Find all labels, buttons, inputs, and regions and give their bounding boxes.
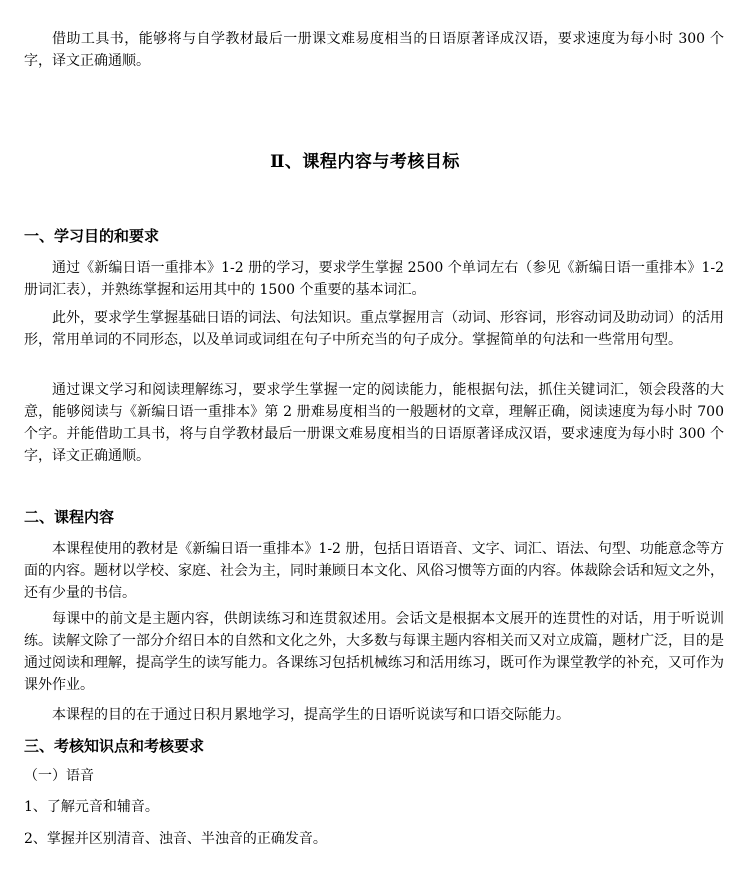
requirements-paragraph-1: 通过《新编日语一重排本》1-2 册的学习，要求学生掌握 2500 个单词左右（参见《新编日语一重排本》1-2 册词汇表），并熟练掌握和运用其中的 1500 个重要的基本词汇。: [24, 260, 724, 298]
section-heading-2: 二、课程内容: [24, 508, 115, 526]
intro-tail-paragraph: 借助工具书，能够将与自学教材最后一册课文难易度相当的日语原著译成汉语，要求速度为每小时 300 个字，译文正确通顺。: [24, 31, 724, 69]
chapter-title: Ⅱ、课程内容与考核目标: [270, 152, 460, 172]
section-heading-1: 一、学习目的和要求: [24, 227, 160, 245]
subsection-phonetics: （一）语音: [24, 768, 94, 784]
content-paragraph-1: 本课程使用的教材是《新编日语一重排本》1-2 册，包括日语语音、文字、词汇、语法、句型、功能意念等方面的内容。题材以学校、家庭、社会为主，同时兼顾日本文化、风俗习惯等方面的内容。体裁除会话和短文之外，还有少量的书信。: [24, 541, 724, 601]
content-paragraph-3: 本课程的目的在于通过日积月累地学习，提高学生的日语听说读写和口语交际能力。: [52, 707, 570, 723]
requirements-paragraph-2: 此外，要求学生掌握基础日语的词法、句法知识。重点掌握用言（动词、形容词，形容动词及助动词）的活用形，常用单词的不同形态，以及单词或词组在句子中所充当的句子成分。掌握简单的句法和一些常用句型。: [24, 310, 724, 348]
requirements-paragraph-3: 通过课文学习和阅读理解练习，要求学生掌握一定的阅读能力，能根据句法，抓住关键词汇，领会段落的大意，能够阅读与《新编日语一重排本》第 2 册难易度相当的一般题材的文章，理解正确，阅读速度为每小时 700 个字。并能借助工具书，将与自学教材最后一册课文难易度相当的日语原著译成汉语，要求速度为每小时 300 个字，译文正确通顺。: [24, 382, 724, 464]
section-heading-3: 三、考核知识点和考核要求: [24, 737, 205, 755]
list-item-1: 1、了解元音和辅音。: [24, 799, 159, 815]
content-paragraph-2: 每课中的前文是主题内容，供朗读练习和连贯叙述用。会话文是根据本文展开的连贯性的对话，用于听说训练。读解文除了一部分介绍日本的自然和文化之外，大多数与每课主题内容相关而又对立成篇，题材广泛，目的是通过阅读和理解，提高学生的读写能力。各课练习包括机械练习和活用练习，既可作为课堂教学的补充，又可作为课外作业。: [24, 611, 724, 693]
list-item-2: 2、掌握并区别清音、浊音、半浊音的正确发音。: [24, 831, 327, 847]
